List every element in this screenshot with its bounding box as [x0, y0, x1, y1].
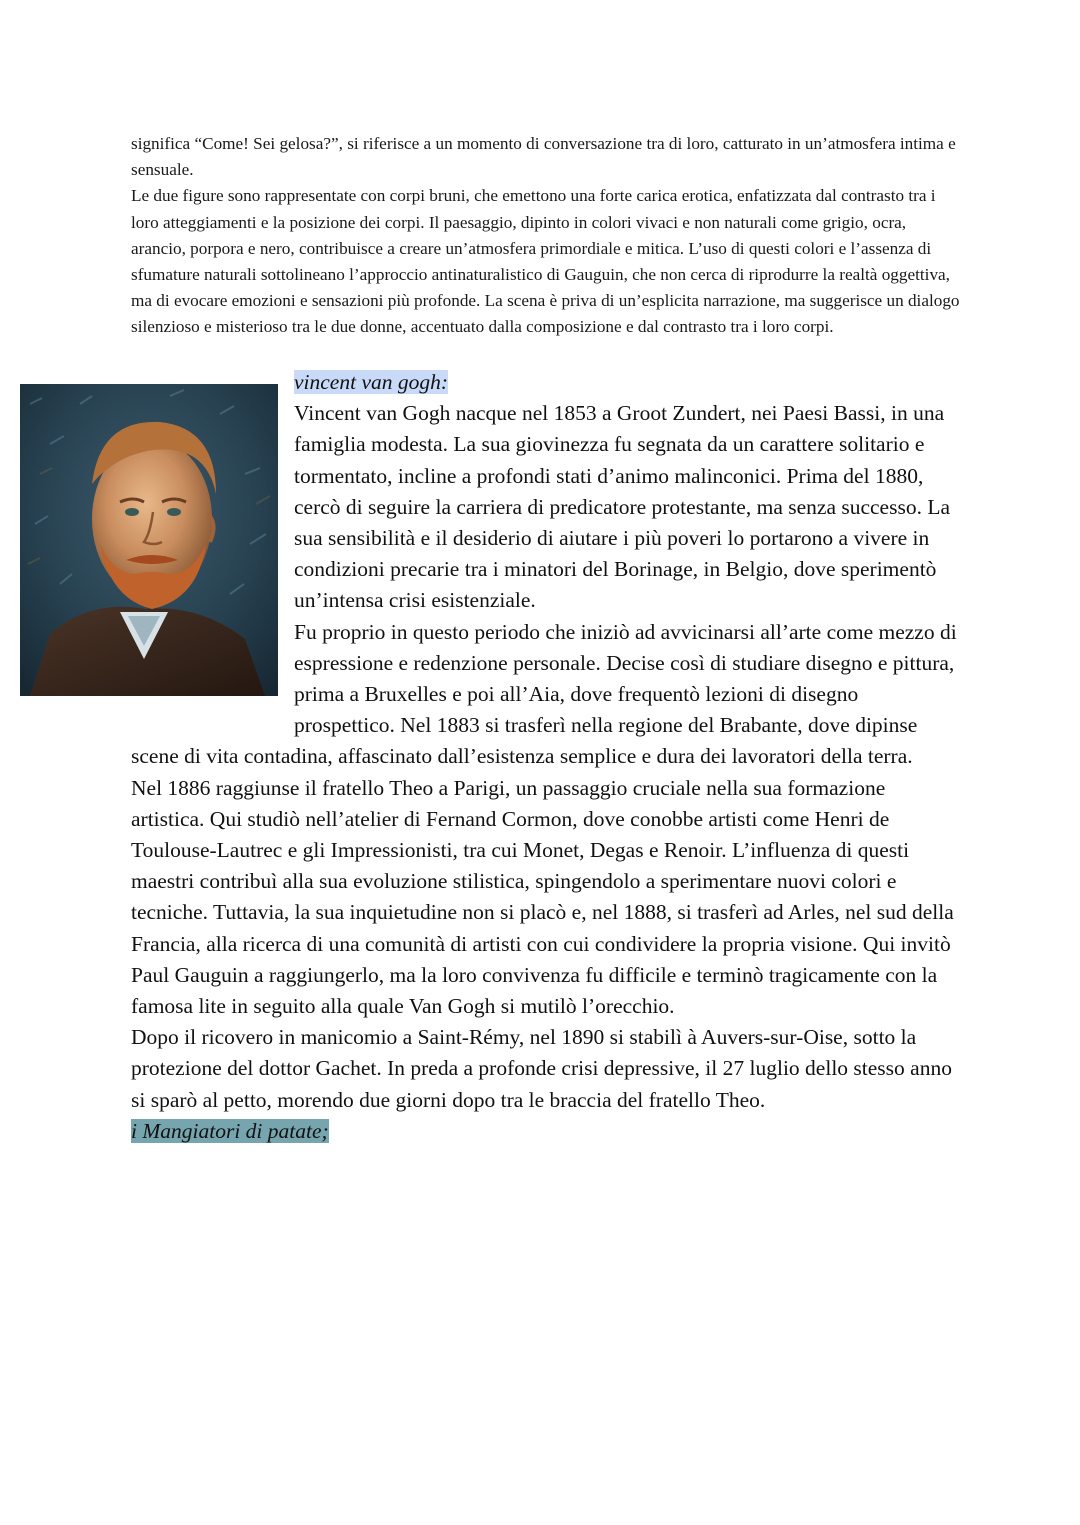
van-gogh-section: [131, 367, 961, 1147]
intro-paragraph: Le due figure sono rappresentate con corpi bruni, che emettono una forte carica erotica, enfatizzata dal contrasto tra i loro atteggiamenti e la posizione dei corpi. Il paesaggio, dipinto in colori vivaci e non naturali come grigio, ocra, arancio, porpora e nero, contribuisce a creare un’atmosfera primordiale e mitica. L’uso di questi colori e l’assenza di sfumature naturali sottolineano l’approccio antinaturalistico di Gauguin, che non cerca di riprodurre la realtà oggettiva, ma di evocare emozioni e sensazioni più profonde. La scena è priva di un’esplicita narrazione, ma suggerisce un dialogo silenzioso e misterioso tra le due donne, accentuato dalla composizione e dal contrasto tra i loro corpi.: [131, 186, 960, 337]
body-paragraph: Vincent van Gogh nacque nel 1853 a Groot Zundert, nei Paesi Bassi, in una famiglia modesta. La sua giovinezza fu segnata da un carattere solitario e tormentato, incline a profondi stati d’animo malinconici. Prima del 1880, cercò di seguire la carriera di predicatore protestante, ma senza successo. La sua sensibilità e il desiderio di aiutare i più poveri lo portarono a vivere in condizioni precarie tra i minatori del Borinage, in Belgio, dove sperimentò un’intensa crisi esistenziale.: [294, 401, 951, 613]
section-heading: vincent van gogh:: [294, 370, 449, 394]
intro-text: [131, 131, 961, 341]
next-section-heading: i Mangiatori di patate;: [131, 1118, 329, 1143]
body-paragraph: Nel 1886 raggiunse il fratello Theo a Parigi, un passaggio cruciale nella sua formazione artistica. Qui studiò nell’atelier di Fernand Cormon, dove conobbe artisti come Henri de Toulouse-Lautrec e gli Impressionisti, tra cui Monet, Degas e Renoir. L’influenza di questi maestri contribuì alla sua evoluzione stilistica, spingendolo a sperimentare nuovi colori e tecniche. Tuttavia, la sua inquietudine non si placò e, nel 1888, si trasferì ad Arles, nel sud della Francia, alla ricerca di una comunità di artisti con cui condividere la propria visione. Qui invitò Paul Gauguin a raggiungerlo, ma la loro convivenza fu difficile e terminò tragicamente con la famosa lite in seguito alla quale Van Gogh si mutilò l’orecchio.: [131, 775, 954, 1019]
intro-paragraph: significa “Come! Sei gelosa?”, si riferisce a un momento di conversazione tra di loro, catturato in un’atmosfera intima e sensuale.: [131, 134, 956, 180]
body-paragraph: Dopo il ricovero in manicomio a Saint-Rémy, nel 1890 si stabilì à Auvers-sur-Oise, sotto la protezione del dottor Gachet. In preda a profonde crisi depressive, il 27 luglio dello stesso anno si sparò al petto, morendo due giorni dopo tra le braccia del fratello Theo.: [131, 1025, 952, 1112]
body-paragraph: Fu proprio in questo periodo che iniziò ad avvicinarsi all’arte come mezzo di espressione e redenzione personale. Decise così di studiare disegno e pittura, prima a Bruxelles e poi all’Aia, dove frequentò lezioni di disegno prospettico. Nel 1883 si trasferì nella regione del Brabante, dove dipinse scene di vita contadina, affascinato dall’esistenza semplice e dura dei lavoratori della terra.: [131, 619, 957, 769]
next-heading-line: [131, 1116, 961, 1147]
